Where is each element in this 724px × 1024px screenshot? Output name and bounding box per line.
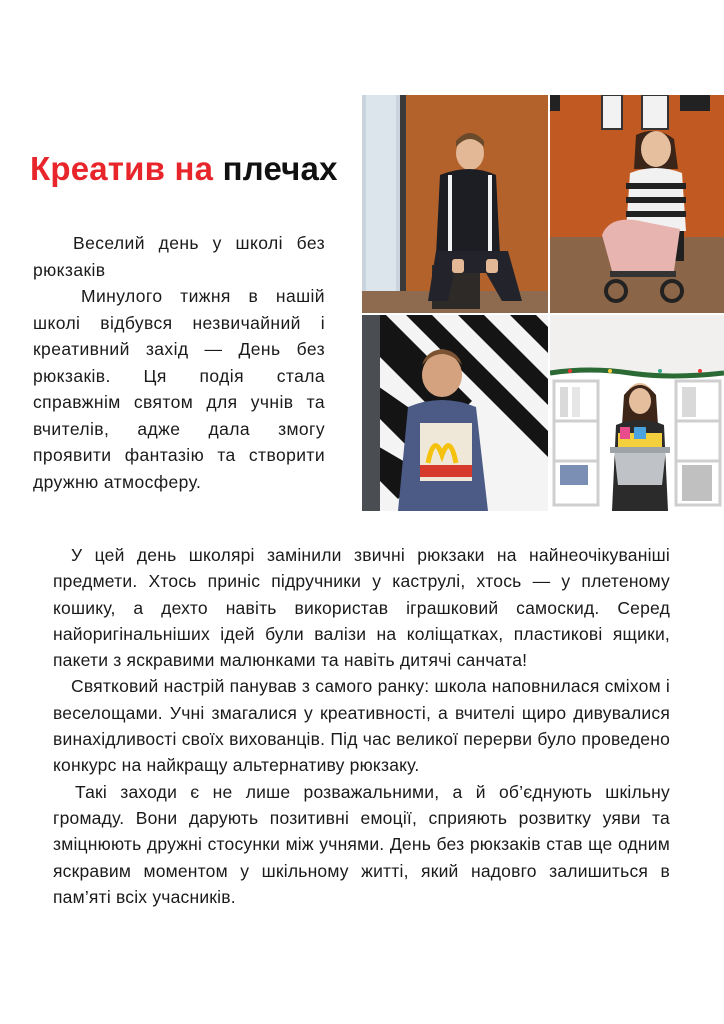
boy-sitting-on-box-photo <box>362 95 548 313</box>
intro-subtitle: Веселий день у школі без рюкзаків <box>33 233 325 280</box>
intro-column <box>33 230 325 495</box>
title-accent: Креатив на <box>30 150 214 187</box>
photo-collage <box>362 95 724 511</box>
girl-with-pot-of-books-photo <box>550 315 724 511</box>
body-paragraph-2: Святковий настрій панував з самого ранку: школа наповнилася сміхом і веселощами. Учні змагалися у креативності, а вчителі щиро дивувалися винахідливості своїх вихованців. Під час великої перерви було проведено конкурс на найкращу альтернативу рюкзаку. <box>53 676 670 776</box>
body-paragraph-3: Такі заходи є не лише розважальними, а й об’єднують шкільну громаду. Вони дарують позитивні емоції, сприяють розвитку уяви та зміцнюють дружні стосунки між учнями. День без рюкзаків став ще одним яскравим моментом у шкільному житті, який надовго залишиться в пам’яті всіх учасників. <box>53 781 670 907</box>
body-paragraph-1: У цей день школярі замінили звичні рюкзаки на найнеочікуваніші предмети. Хтось приніс підручники у каструлі, хтось — у плетеному кошику, а дехто навіть використав іграшковий самоскид. Серед найоригінальніших ідей були валізи на коліщатках, пластикові ящики, пакети з яскравими малюнками та навіть дитячі санчата! <box>53 545 670 671</box>
boy-with-paper-bag-photo <box>362 315 548 511</box>
article-body <box>53 542 670 910</box>
article-title <box>30 150 338 188</box>
intro-paragraph: Минулого тижня в нашій школі відбувся незвичайний і креативний захід — День без рюкзаків. Ця подія стала справжнім святом для учнів та вчителів, адже дала змогу проявити фантазію та створити дружню атмосферу. <box>33 286 325 492</box>
girl-with-toy-stroller-photo <box>550 95 724 313</box>
title-rest: плечах <box>222 150 338 187</box>
